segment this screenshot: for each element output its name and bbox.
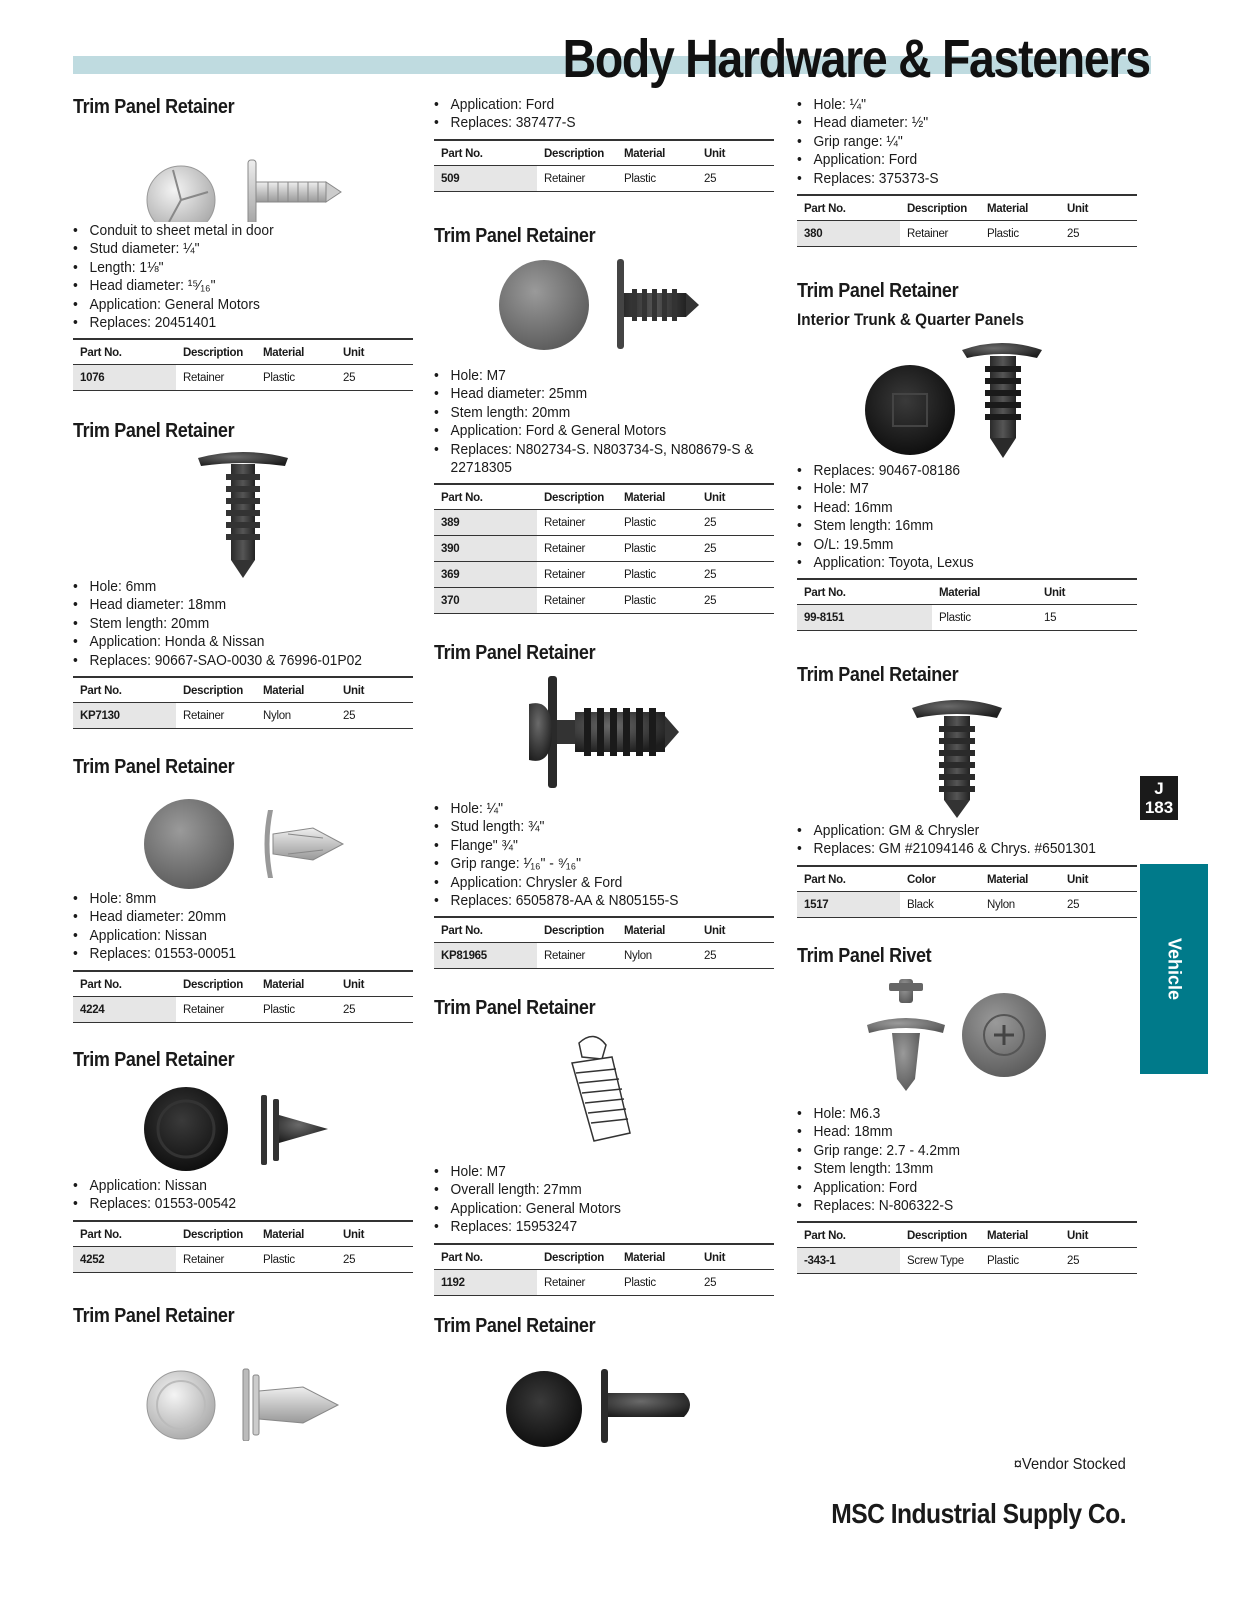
spec-list <box>73 578 418 670</box>
col-header: Part No. <box>797 579 932 605</box>
parts-table <box>797 578 1137 631</box>
spec-item: • Grip range: 2.7 - 4.2mm <box>797 1142 1114 1160</box>
spec-item: • Head: 18mm <box>797 1123 1114 1141</box>
table-cell: Retainer <box>537 536 617 562</box>
table-cell: Plastic <box>617 536 697 562</box>
spec-list <box>797 462 1142 572</box>
page-title: Body Hardware & Fasteners <box>562 29 1150 89</box>
spec-list <box>434 800 779 910</box>
table-cell: Plastic <box>980 221 1060 247</box>
product-images <box>797 971 1142 1105</box>
spec-item: • Stud length: ¾" <box>434 818 751 836</box>
section-subtitle: Interior Trunk & Quarter Panels <box>797 310 1025 329</box>
category-label: Vehicle <box>1164 937 1185 1001</box>
table-row <box>73 996 413 1022</box>
clip-drawing-icon <box>434 1023 779 1163</box>
table-cell: Plastic <box>256 1246 336 1272</box>
push-rivet-icon <box>797 971 1142 1105</box>
product-section <box>434 1315 779 1451</box>
table-cell: 25 <box>1060 221 1137 247</box>
col-header: Material <box>617 140 697 166</box>
product-section <box>434 225 779 614</box>
table-row <box>434 536 774 562</box>
col-header: Material <box>617 1244 697 1270</box>
table-row <box>434 1269 774 1295</box>
dome-retainer-icon <box>434 251 779 367</box>
part-number: 509 <box>434 165 537 191</box>
col-header: Unit <box>336 339 413 365</box>
section-title: Trim Panel Retainer <box>73 756 235 778</box>
part-number: 370 <box>434 588 537 614</box>
part-number: 4252 <box>73 1246 176 1272</box>
col-header: Unit <box>1037 579 1137 605</box>
table-cell: Nylon <box>617 943 697 969</box>
product-images <box>73 446 418 578</box>
spec-item: • Replaces: 375373-S <box>797 170 1114 188</box>
table-cell: 25 <box>697 165 774 191</box>
table-cell: Plastic <box>256 996 336 1022</box>
spec-item: • Application: Ford & General Motors <box>434 422 751 440</box>
section-title: Trim Panel Retainer <box>434 997 596 1019</box>
spec-item: • Application: Ford <box>434 96 751 114</box>
col-header: Unit <box>697 1244 774 1270</box>
spec-item: • Replaces: 15953247 <box>434 1218 751 1236</box>
product-section <box>73 96 418 391</box>
section-title: Trim Panel Retainer <box>73 420 235 442</box>
spec-item: • Replaces: 387477-S <box>434 114 751 132</box>
table-row <box>73 365 413 391</box>
spec-item: • Stem length: 13mm <box>797 1160 1114 1178</box>
table-row <box>434 943 774 969</box>
spec-item: • Head: 16mm <box>797 499 1114 517</box>
col-header: Part No. <box>434 484 537 510</box>
part-number: 390 <box>434 536 537 562</box>
part-number: 1192 <box>434 1269 537 1295</box>
part-number: 1076 <box>73 365 176 391</box>
table-cell: Retainer <box>176 1246 256 1272</box>
part-number: -343-1 <box>797 1248 900 1274</box>
col-header: Part No. <box>797 1222 900 1248</box>
col-header: Material <box>256 971 336 997</box>
col-header: Unit <box>1060 195 1137 221</box>
spec-item: • Replaces: 90667-SAO-0030 & 76996-01P02 <box>73 652 390 670</box>
col-header: Description <box>900 1222 980 1248</box>
parts-table <box>797 194 1137 247</box>
table-cell: Plastic <box>617 165 697 191</box>
spec-item: • Grip range: ¹⁄₁₆" - ⁹⁄₁₆" <box>434 855 751 873</box>
product-section <box>73 1049 418 1273</box>
table-cell: 25 <box>697 536 774 562</box>
spec-item: • Head diameter: 20mm <box>73 908 390 926</box>
product-section <box>434 997 779 1296</box>
part-number: 1517 <box>797 891 900 917</box>
spec-item: • Application: General Motors <box>434 1200 751 1218</box>
product-section <box>434 642 779 969</box>
spec-item: • Flange" ¾" <box>434 837 751 855</box>
col-header: Material <box>256 1221 336 1247</box>
table-row <box>797 605 1137 631</box>
parts-table <box>797 865 1137 918</box>
table-cell: 25 <box>336 1246 413 1272</box>
product-images <box>434 1341 779 1451</box>
spec-list <box>434 367 779 477</box>
company-name: MSC Industrial Supply Co. <box>831 1498 1126 1529</box>
table-cell: Retainer <box>176 996 256 1022</box>
spec-item: • Hole: M7 <box>797 480 1114 498</box>
table-row <box>434 562 774 588</box>
spec-item: • Hole: 8mm <box>73 890 390 908</box>
table-cell: 15 <box>1037 605 1137 631</box>
parts-table <box>73 338 413 391</box>
vendor-note: ¤Vendor Stocked <box>1013 1456 1126 1473</box>
table-row <box>797 221 1137 247</box>
spec-item: • Conduit to sheet metal in door <box>73 222 390 240</box>
table-cell: Retainer <box>176 703 256 729</box>
table-cell: Retainer <box>537 588 617 614</box>
spec-item: • Stem length: 20mm <box>73 615 390 633</box>
col-header: Description <box>537 1244 617 1270</box>
table-cell: Plastic <box>256 365 336 391</box>
parts-table <box>434 916 774 969</box>
spec-item: • O/L: 19.5mm <box>797 536 1114 554</box>
table-cell: Retainer <box>537 165 617 191</box>
spec-item: • Hole: ¼" <box>797 96 1114 114</box>
spec-item: • Replaces: N802734-S. N803734-S, N808679-S & <box>434 441 751 459</box>
col-header: Part No. <box>797 866 900 892</box>
product-section <box>73 420 418 729</box>
page-number: 183 <box>1144 798 1174 817</box>
spec-item: • Replaces: 90467-08186 <box>797 462 1114 480</box>
square-slot-retainer-icon <box>797 330 1142 462</box>
spec-item: • Replaces: 01553-00051 <box>73 945 390 963</box>
table-cell: Retainer <box>537 510 617 536</box>
section-title: Trim Panel Retainer <box>434 642 596 664</box>
col-header: Unit <box>697 140 774 166</box>
part-number: KP81965 <box>434 943 537 969</box>
spec-item: • Application: Nissan <box>73 1177 390 1195</box>
parts-table <box>434 483 774 614</box>
parts-table <box>797 1221 1137 1274</box>
section-title: Trim Panel Rivet <box>797 945 932 967</box>
cone-push-retainer-icon <box>73 1075 418 1177</box>
parts-table <box>73 676 413 729</box>
spec-item: • Application: Toyota, Lexus <box>797 554 1114 572</box>
spec-item: • Replaces: 20451401 <box>73 314 390 332</box>
product-images <box>797 330 1142 462</box>
spec-list <box>797 96 1142 188</box>
product-images <box>73 782 418 890</box>
table-cell: Nylon <box>256 703 336 729</box>
table-row <box>797 891 1137 917</box>
spec-item: • Replaces: 6505878-AA & N805155-S <box>434 892 751 910</box>
table-cell: 25 <box>336 365 413 391</box>
spec-item: • Hole: ¼" <box>434 800 751 818</box>
table-cell: Plastic <box>980 1248 1060 1274</box>
table-cell: Plastic <box>617 510 697 536</box>
spec-item: • Stem length: 16mm <box>797 517 1114 535</box>
table-cell: 25 <box>1060 1248 1137 1274</box>
parts-table <box>434 1243 774 1296</box>
part-number: 4224 <box>73 996 176 1022</box>
part-number: 99-8151 <box>797 605 932 631</box>
table-cell: Retainer <box>537 562 617 588</box>
table-row <box>73 703 413 729</box>
col-header: Unit <box>336 1221 413 1247</box>
col-header: Part No. <box>73 971 176 997</box>
section-title: Trim Panel Retainer <box>797 664 959 686</box>
spec-item: • Replaces: 01553-00542 <box>73 1195 390 1213</box>
col-header: Material <box>256 677 336 703</box>
col-header: Part No. <box>73 677 176 703</box>
col-header: Description <box>900 195 980 221</box>
parts-table <box>73 970 413 1023</box>
table-cell: 25 <box>697 588 774 614</box>
section-title: Trim Panel Retainer <box>73 96 235 118</box>
section-title: Trim Panel Retainer <box>73 1049 235 1071</box>
product-section <box>434 96 779 192</box>
product-section <box>797 664 1142 918</box>
split-leg-retainer-icon <box>73 782 418 890</box>
section-title: Trim Panel Retainer <box>797 280 959 302</box>
spec-item: • Length: 1⅛" <box>73 259 390 277</box>
table-cell: 25 <box>697 510 774 536</box>
product-section <box>797 96 1142 247</box>
table-row <box>434 165 774 191</box>
col-header: Unit <box>336 677 413 703</box>
fir-tree-retainer-icon <box>797 690 1142 822</box>
spec-item: • Head diameter: ¹⁵⁄₁₆" <box>73 277 390 295</box>
table-cell: 25 <box>697 562 774 588</box>
spec-item: • Replaces: N-806322-S <box>797 1197 1114 1215</box>
category-tab[interactable] <box>1140 864 1208 1074</box>
product-images <box>434 1023 779 1163</box>
table-cell: Screw Type <box>900 1248 980 1274</box>
col-header: Description <box>176 1221 256 1247</box>
part-number: 380 <box>797 221 900 247</box>
col-header: Unit <box>336 971 413 997</box>
fir-tree-retainer-icon <box>73 446 418 578</box>
spec-item: • Hole: M6.3 <box>797 1105 1114 1123</box>
flange-retainer-icon <box>434 668 779 800</box>
spec-item: 22718305 <box>450 459 512 477</box>
section-title: Trim Panel Retainer <box>434 1315 596 1337</box>
col-header: Description <box>537 484 617 510</box>
table-cell: Plastic <box>617 588 697 614</box>
col-header: Part No. <box>797 195 900 221</box>
spec-list <box>73 222 418 332</box>
spec-item: • Grip range: ¼" <box>797 133 1114 151</box>
table-cell: Retainer <box>900 221 980 247</box>
section-title: Trim Panel Retainer <box>434 225 596 247</box>
spec-item: • Overall length: 27mm <box>434 1181 751 1199</box>
spec-item: • Application: Chrysler & Ford <box>434 874 751 892</box>
spec-item: • Head diameter: 18mm <box>73 596 390 614</box>
spec-item: • Head diameter: 25mm <box>434 385 751 403</box>
product-section <box>797 280 1142 631</box>
table-cell: Plastic <box>932 605 1037 631</box>
product-images <box>73 122 418 222</box>
product-section <box>797 945 1142 1274</box>
product-images <box>434 251 779 367</box>
table-cell: 25 <box>336 703 413 729</box>
col-header: Material <box>980 1222 1060 1248</box>
table-cell: Nylon <box>980 891 1060 917</box>
table-cell: 25 <box>336 996 413 1022</box>
col-header: Material <box>617 484 697 510</box>
spec-list <box>797 822 1142 859</box>
retainer-photo-icon <box>73 122 418 222</box>
table-cell: 25 <box>697 1269 774 1295</box>
spec-item: • Application: General Motors <box>73 296 390 314</box>
product-images <box>434 668 779 800</box>
table-row <box>797 1248 1137 1274</box>
product-images <box>797 690 1142 822</box>
col-header: Part No. <box>73 339 176 365</box>
spec-list <box>434 1163 779 1237</box>
col-header: Unit <box>697 917 774 943</box>
spec-list <box>73 890 418 964</box>
col-header: Description <box>176 677 256 703</box>
product-section <box>73 756 418 1023</box>
col-header: Color <box>900 866 980 892</box>
spec-item: • Application: Honda & Nissan <box>73 633 390 651</box>
spec-item: • Application: GM & Chrysler <box>797 822 1114 840</box>
col-header: Material <box>980 866 1060 892</box>
spec-item: • Application: Nissan <box>73 927 390 945</box>
spec-item: • Stud diameter: ¼" <box>73 240 390 258</box>
parts-table <box>73 1220 413 1273</box>
table-cell: Retainer <box>176 365 256 391</box>
col-header: Description <box>537 917 617 943</box>
push-pin-icon <box>434 1341 779 1451</box>
spec-item: • Replaces: GM #21094146 & Chrys. #6501301 <box>797 840 1114 858</box>
table-cell: Plastic <box>617 562 697 588</box>
spec-list <box>434 96 779 133</box>
section-title: Trim Panel Retainer <box>73 1305 235 1327</box>
table-cell: Black <box>900 891 980 917</box>
product-section <box>73 1305 418 1441</box>
spec-item: • Head diameter: ½" <box>797 114 1114 132</box>
parts-table <box>434 139 774 192</box>
spec-item: • Hole: 6mm <box>73 578 390 596</box>
spec-item: • Stem length: 20mm <box>434 404 751 422</box>
col-header: Part No. <box>73 1221 176 1247</box>
col-header: Material <box>932 579 1037 605</box>
col-header: Description <box>176 339 256 365</box>
table-cell: 25 <box>697 943 774 969</box>
col-header: Unit <box>697 484 774 510</box>
table-row <box>73 1246 413 1272</box>
spec-item: • Hole: M7 <box>434 367 751 385</box>
table-cell: 25 <box>1060 891 1137 917</box>
spec-item: • Hole: M7 <box>434 1163 751 1181</box>
col-header: Part No. <box>434 1244 537 1270</box>
col-header: Part No. <box>434 140 537 166</box>
col-header: Part No. <box>434 917 537 943</box>
col-header: Unit <box>1060 866 1137 892</box>
table-row <box>434 588 774 614</box>
table-cell: Plastic <box>617 1269 697 1295</box>
col-header: Description <box>537 140 617 166</box>
section-letter: J <box>1154 779 1164 798</box>
part-number: 389 <box>434 510 537 536</box>
table-row <box>434 510 774 536</box>
product-images <box>73 1075 418 1177</box>
product-images <box>73 1331 418 1441</box>
col-header: Material <box>617 917 697 943</box>
table-cell: Retainer <box>537 1269 617 1295</box>
retainer-photo-icon <box>73 1331 418 1441</box>
col-header: Material <box>980 195 1060 221</box>
spec-item: • Application: Ford <box>797 1179 1114 1197</box>
part-number: KP7130 <box>73 703 176 729</box>
spec-item: • Application: Ford <box>797 151 1114 169</box>
part-number: 369 <box>434 562 537 588</box>
col-header: Material <box>256 339 336 365</box>
col-header: Unit <box>1060 1222 1137 1248</box>
table-cell: Retainer <box>537 943 617 969</box>
spec-list <box>797 1105 1142 1215</box>
col-header: Description <box>176 971 256 997</box>
page-index-tab <box>1140 776 1178 820</box>
spec-list <box>73 1177 418 1214</box>
